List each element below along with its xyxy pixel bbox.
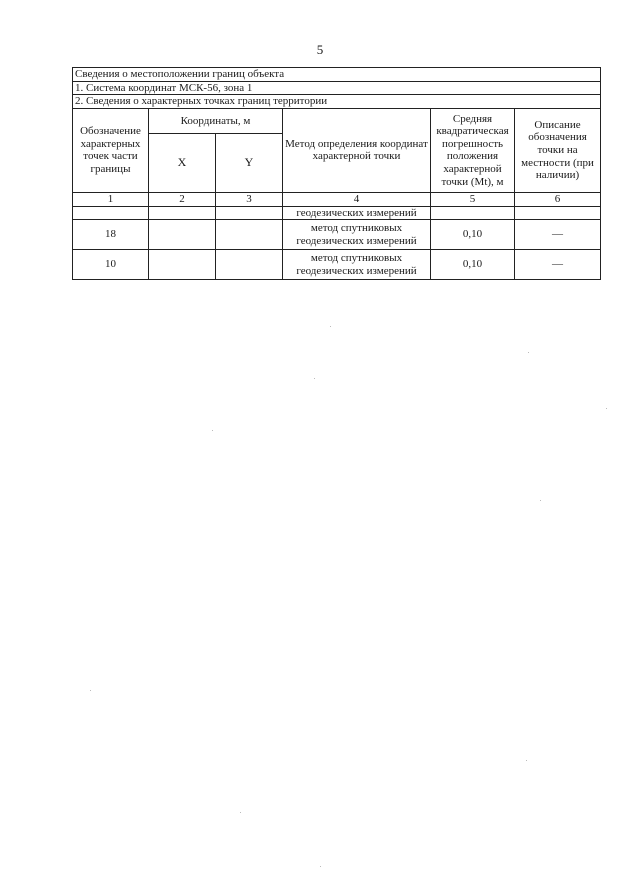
section-points-row [73, 95, 601, 109]
point-method: метод спутниковых геодезических измерений [283, 220, 431, 250]
point-designation: 10 [73, 250, 149, 280]
coord-x [149, 220, 216, 250]
boundary-points-table [72, 67, 601, 280]
section-object-row [73, 68, 601, 82]
header-coordinates: Координаты, м [149, 108, 283, 133]
header-y: Y [216, 133, 283, 192]
header-description: Описание обозначения точки на местности (при наличии) [515, 108, 601, 192]
scan-speck [606, 408, 607, 409]
scan-speck [90, 690, 91, 691]
coord-system-title: 1. Система координат МСК-56, зона 1 [73, 81, 601, 95]
continuation-row [73, 206, 601, 220]
column-number: 4 [283, 192, 431, 206]
scan-speck [540, 500, 541, 501]
table-row [73, 250, 601, 280]
column-number: 3 [216, 192, 283, 206]
coord-system-row [73, 81, 601, 95]
header-row-top [73, 108, 601, 133]
point-description: — [515, 250, 601, 280]
header-method: Метод определения координат характерной точки [283, 108, 431, 192]
header-x: X [149, 133, 216, 192]
header-error: Средняя квадратическая погрешность положения характерной точки (Mt), м [431, 108, 515, 192]
scan-speck [320, 866, 321, 867]
section-points-title: 2. Сведения о характерных точках границ территории [73, 95, 601, 109]
column-numbers-row [73, 192, 601, 206]
point-error: 0,10 [431, 250, 515, 280]
point-description: — [515, 220, 601, 250]
column-number: 1 [73, 192, 149, 206]
coord-y [216, 250, 283, 280]
header-designation: Обозначение характерных точек части границы [73, 108, 149, 192]
coord-y [216, 220, 283, 250]
column-number: 2 [149, 192, 216, 206]
scan-speck [314, 378, 315, 379]
continuation-method: геодезических измерений [283, 206, 431, 220]
scan-speck [212, 430, 213, 431]
scan-speck [240, 812, 241, 813]
section-object-title: Сведения о местоположении границ объекта [73, 68, 601, 82]
column-number: 6 [515, 192, 601, 206]
point-error: 0,10 [431, 220, 515, 250]
scan-speck [526, 760, 527, 761]
point-designation: 18 [73, 220, 149, 250]
table-row [73, 220, 601, 250]
point-method: метод спутниковых геодезических измерений [283, 250, 431, 280]
page-number: 5 [316, 42, 324, 57]
column-number: 5 [431, 192, 515, 206]
scan-speck [528, 352, 529, 353]
coord-x [149, 250, 216, 280]
scan-speck [330, 326, 331, 327]
